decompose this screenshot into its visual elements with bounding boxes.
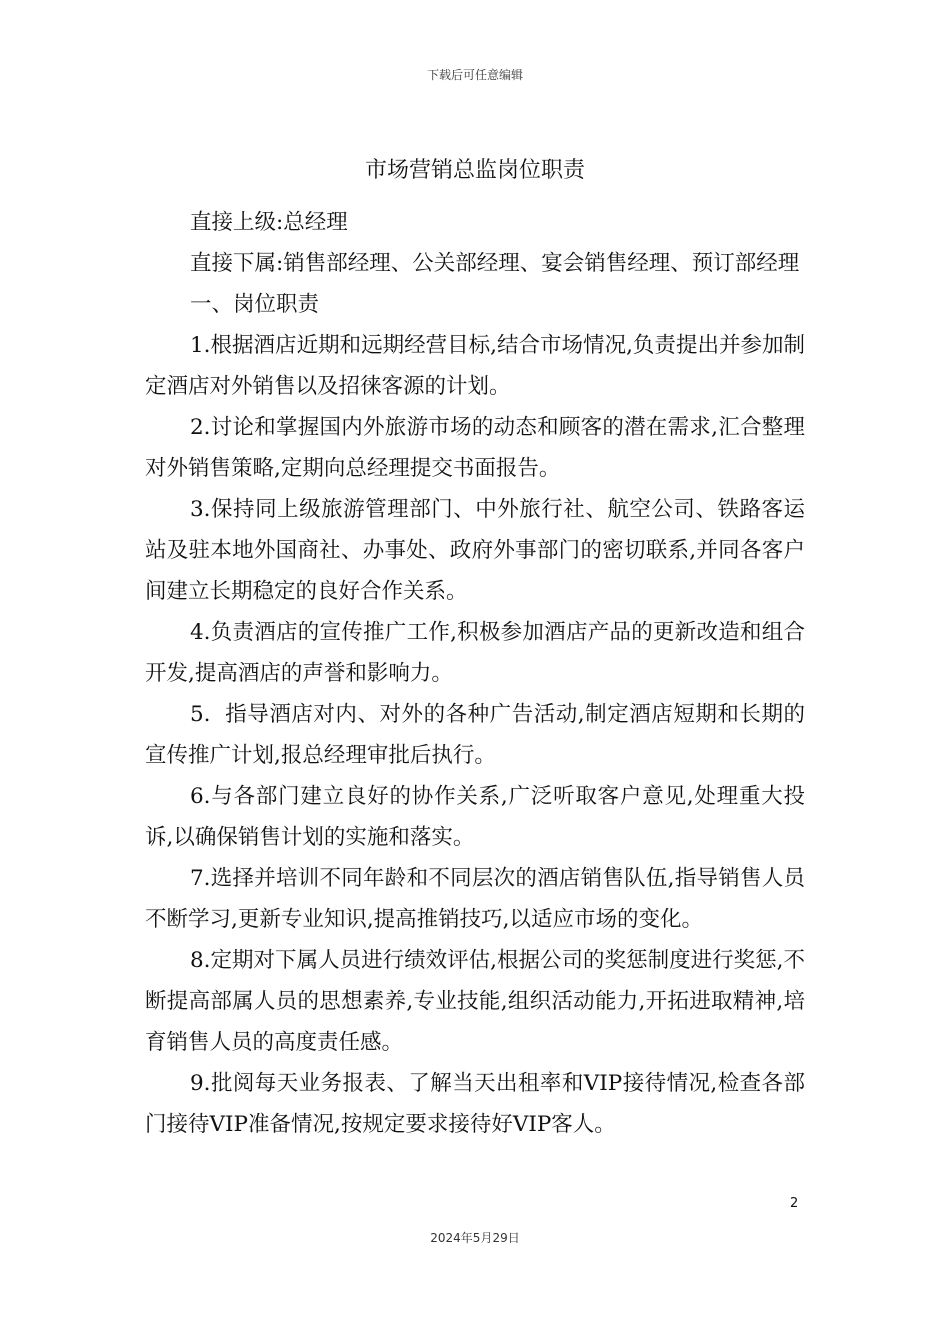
document-title: 市场营销总监岗位职责	[364, 158, 585, 183]
section-heading-duties: 一、岗位职责	[190, 292, 320, 317]
duty-item-9: 9.批阅每天业务报表、了解当天出租率和VIP接待情况,检查各部门接待VIP准备情况,按规定要求接待好VIP客人。	[145, 1071, 805, 1137]
duty-item-2: 2.讨论和掌握国内外旅游市场的动态和顾客的潜在需求,汇合整理对外销售策略,定期向总经理提交书面报告。	[145, 415, 805, 481]
duty-item-8: 8.定期对下属人员进行绩效评估,根据公司的奖惩制度进行奖惩,不断提高部属人员的思想素养,专业技能,组织活动能力,开拓进取精神,培育销售人员的高度责任感。	[145, 948, 805, 1055]
duty-item-3: 3.保持同上级旅游管理部门、中外旅行社、航空公司、铁路客运站及驻本地外国商社、办事处、政府外事部门的密切联系,并同各客户间建立长期稳定的良好合作关系。	[145, 497, 805, 604]
paragraph-direct-subordinates: 直接下属:销售部经理、公关部经理、宴会销售经理、预订部经理	[190, 251, 800, 276]
duty-item-4: 4.负责酒店的宣传推广工作,积极参加酒店产品的更新改造和组合开发,提高酒店的声誉和影响力。	[145, 620, 805, 686]
document-body	[145, 202, 805, 1145]
page-number: 2	[790, 1196, 799, 1211]
duty-item-6: 6.与各部门建立良好的协作关系,广泛听取客户意见,处理重大投诉,以确保销售计划的实施和落实。	[145, 784, 805, 850]
duty-item-7: 7.选择并培训不同年龄和不同层次的酒店销售队伍,指导销售人员不断学习,更新专业知识,提高推销技巧,以适应市场的变化。	[145, 866, 805, 932]
paragraph-direct-superior: 直接上级:总经理	[190, 210, 348, 235]
duty-item-5: 5. 指导酒店对内、对外的各种广告活动,制定酒店短期和长期的宣传推广计划,报总经理审批后执行。	[145, 702, 805, 768]
page-footer-date: 2024年5月29日	[430, 1231, 520, 1245]
duty-item-1: 1.根据酒店近期和远期经营目标,结合市场情况,负责提出并参加制定酒店对外销售以及招徕客源的计划。	[145, 333, 805, 399]
page-header: 下载后可任意编辑	[426, 68, 523, 82]
